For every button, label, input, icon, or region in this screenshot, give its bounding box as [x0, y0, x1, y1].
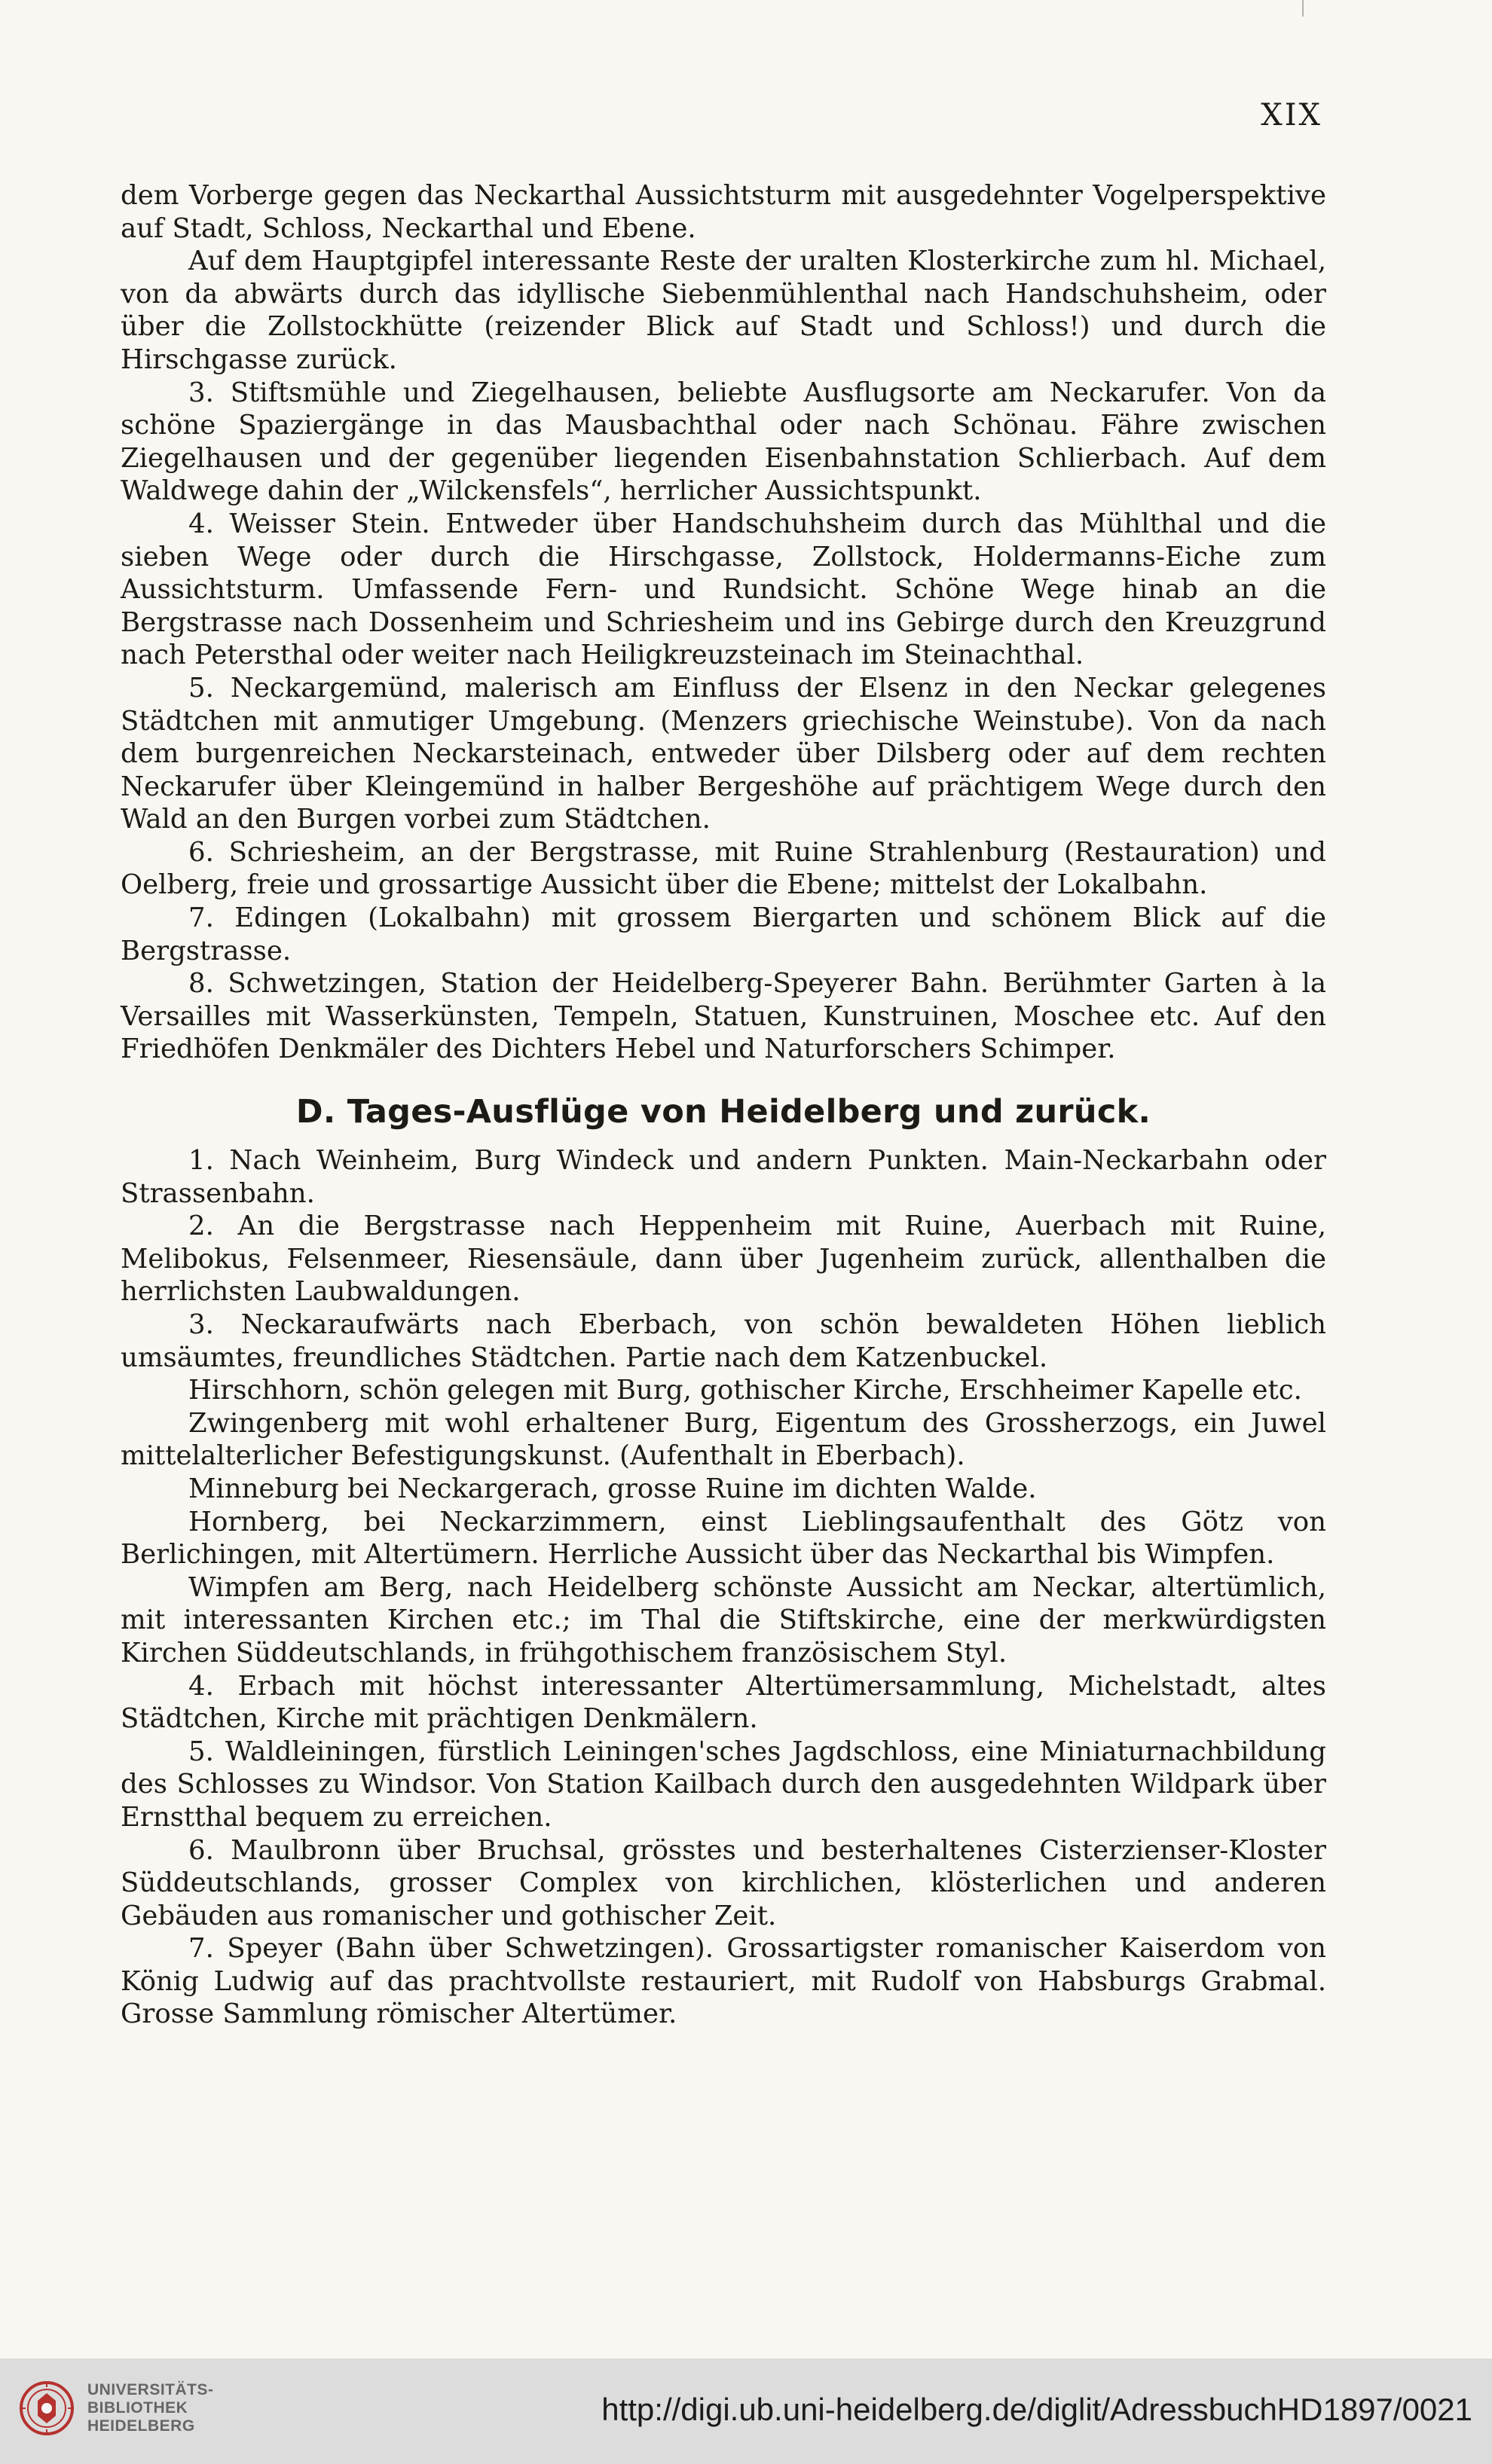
paragraph-erbach: 4. Erbach mit höchst interessanter Altertümersammlung, Michelstadt, altes Städtchen, Kirche mit prächtigen Denkmälern. [121, 1670, 1326, 1735]
library-footer [0, 2359, 1492, 2464]
paragraph-hornberg: Hornberg, bei Neckarzimmern, einst Lieblingsaufenthalt des Götz von Berlichingen, mit Altertümern. Herrliche Aussicht über das Neckarthal bis Wimpfen. [121, 1506, 1326, 1571]
library-name [87, 2381, 214, 2435]
paragraph-weinheim: 1. Nach Weinheim, Burg Windeck und andern Punkten. Main-Neckarbahn oder Strassenbahn. [121, 1145, 1326, 1209]
paragraph-maulbronn: 6. Maulbronn über Bruchsal, grösstes und besterhaltenes Cisterzienser-Kloster Süddeutschlands, grosser Complex von kirchlichen, klösterlichen und anderen Gebäuden aus romanischer und gothischer Zeit. [121, 1834, 1326, 1931]
paragraph-stiftsmuehle: 3. Stiftsmühle und Ziegelhausen, beliebte Ausflugsorte am Neckarufer. Von da schöne Spaziergänge in das Mausbachthal oder nach Schönau. Fähre zwischen Ziegelhausen und der gegenüber liegenden Eisenbahnstation Schlierbach. Auf dem Waldwege dahin der „Wilckensfels“, herrlicher Aussichtspunkt. [121, 377, 1326, 507]
paragraph-waldleiningen: 5. Waldleiningen, fürstlich Leiningen'sches Jagdschloss, eine Miniaturnachbildung des Schlosses zu Windsor. Von Station Kailbach durch den ausgedehnten Wildpark über Ernstthal bequem zu erreichen. [121, 1736, 1326, 1833]
source-url-link[interactable]: http://digi.ub.uni-heidelberg.de/diglit/AdressbuchHD1897/0021 [601, 2392, 1472, 2427]
paragraph-schriesheim: 6. Schriesheim, an der Bergstrasse, mit Ruine Strahlenburg (Restauration) und Oelberg, freie und grossartige Aussicht über die Ebene; mittelst der Lokalbahn. [121, 836, 1326, 901]
section-heading-day-trips: D. Tages-Ausflüge von Heidelberg und zurück. [295, 1093, 1151, 1131]
paragraph-weisser-stein: 4. Weisser Stein. Entweder über Handschuhsheim durch das Mühlthal und die sieben Wege oder durch die Hirschgasse, Zollstock, Holdermanns-Eiche zum Aussichtsturm. Umfassende Fern- und Rundsicht. Schöne Wege hinab an die Bergstrasse nach Dossenheim und Schriesheim und ins Gebirge durch den Kreuzgrund nach Petersthal oder weiter nach Heiligkreuzsteinach im Steinachthal. [121, 508, 1326, 671]
paragraph-schwetzingen: 8. Schwetzingen, Station der Heidelberg-Speyerer Bahn. Berühmter Garten à la Versailles mit Wasserkünsten, Tempeln, Statuen, Kunstruinen, Moschee etc. Auf den Friedhöfen Denkmäler des Dichters Hebel und Naturforschers Schimper. [121, 968, 1326, 1065]
university-seal-icon [18, 2380, 75, 2437]
paragraph-hirschhorn: Hirschhorn, schön gelegen mit Burg, gothischer Kirche, Erschheimer Kapelle etc. [188, 1375, 1302, 1406]
paragraph-speyer: 7. Speyer (Bahn über Schwetzingen). Grossartigster romanischer Kaiserdom von König Ludwig auf das prachtvollste restauriert, mit Rudolf von Habsburgs Grabmal. Grosse Sammlung römischer Altertümer. [121, 1933, 1326, 2030]
page-number: XIX [1261, 98, 1322, 133]
paragraph-neckargemuend: 5. Neckargemünd, malerisch am Einfluss der Elsenz in den Neckar gelegenes Städtchen mit anmutiger Umgebung. (Menzers griechische Weinstube). Von da nach dem burgenreichen Neckarsteinach, entweder über Dilsberg oder auf dem rechten Neckarufer über Kleingemünd in halber Bergeshöhe auf prächtigem Wege durch den Wald an den Burgen vorbei zum Städtchen. [121, 672, 1326, 835]
paragraph-zwingenberg: Zwingenberg mit wohl erhaltener Burg, Eigentum des Grossherzogs, ein Juwel mittelalterlicher Befestigungskunst. (Aufenthalt in Eberbach). [121, 1407, 1326, 1472]
library-name-line-3: HEIDELBERG [87, 2417, 195, 2435]
library-logo[interactable] [18, 2380, 214, 2437]
paragraph-heiligenberg-summit: Auf dem Hauptgipfel interessante Reste der uralten Klosterkirche zum hl. Michael, von da abwärts durch das idyllische Siebenmühlenthal nach Handschuhsheim, oder über die Zollstockhütte (reizender Blick auf Stadt und Schloss!) und durch die Hirschgasse zurück. [121, 246, 1326, 375]
paragraph-bergstrasse: 2. An die Bergstrasse nach Heppenheim mit Ruine, Auerbach mit Ruine, Melibokus, Felsenmeer, Riesensäule, dann über Jugenheim zurück, allenthalben die herrlichsten Laubwaldungen. [121, 1211, 1326, 1308]
paragraph-minneburg: Minneburg bei Neckargerach, grosse Ruine im dichten Walde. [188, 1473, 1037, 1504]
library-name-line-1: UNIVERSITÄTS- [87, 2381, 214, 2398]
library-name-line-2: BIBLIOTHEK [87, 2399, 188, 2417]
paragraph-wimpfen: Wimpfen am Berg, nach Heidelberg schönste Aussicht am Neckar, altertümlich, mit interessanten Kirchen etc.; im Thal die Stiftskirche, eine der merkwürdigsten Kirchen Süddeutschlands, in frühgothischem französischem Styl. [121, 1571, 1326, 1669]
paragraph-continued: dem Vorberge gegen das Neckarthal Aussichtsturm mit ausgedehnter Vogelperspektive auf Stadt, Schloss, Neckarthal und Ebene. [121, 180, 1326, 244]
paragraph-edingen: 7. Edingen (Lokalbahn) mit grossem Biergarten und schönem Blick auf die Bergstrasse. [121, 902, 1326, 966]
page-body [121, 179, 1326, 2031]
paragraph-eberbach: 3. Neckaraufwärts nach Eberbach, von schön bewaldeten Höhen lieblich umsäumtes, freundliches Städtchen. Partie nach dem Katzenbuckel. [121, 1309, 1326, 1373]
scan-edge-mark [1302, 0, 1304, 17]
